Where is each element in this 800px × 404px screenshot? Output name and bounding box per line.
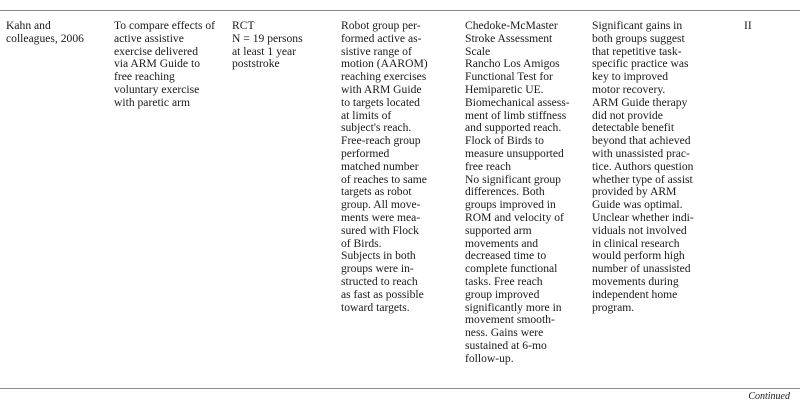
conclusions-line: Unclear whether indi-	[592, 210, 694, 224]
conclusions-line: did not provide	[592, 108, 663, 122]
outcomes-cell	[465, 20, 589, 366]
outcomes-line: movements and	[465, 236, 539, 250]
outcomes-line: Flock of Birds to	[465, 134, 544, 148]
design-cell	[232, 20, 328, 71]
intervention-line: performed	[341, 146, 390, 160]
intervention-line: of reaches to same	[341, 172, 427, 186]
conclusions-line: key to improved	[592, 70, 668, 84]
conclusions-cell	[592, 20, 718, 314]
intervention-paragraph	[341, 20, 461, 135]
purpose-line: To compare effects of	[114, 19, 216, 32]
intervention-line: formed active as-	[341, 31, 422, 45]
intervention-paragraph	[341, 250, 461, 314]
purpose-line: active assistive	[114, 31, 184, 45]
outcomes-line: Rancho Los Amigos	[465, 57, 560, 71]
outcomes-line: and supported reach.	[465, 121, 562, 135]
outcomes-line: free reach	[465, 159, 512, 173]
design-line: poststroke	[232, 57, 280, 71]
conclusions-line: tice. Authors question	[592, 159, 694, 173]
continued-note: Continued	[748, 391, 790, 402]
intervention-line: with ARM Guide	[341, 82, 422, 96]
intervention-line: of Birds.	[341, 236, 382, 250]
purpose-line: with paretic arm	[114, 95, 190, 109]
outcomes-line: Hemiparetic UE.	[465, 82, 544, 96]
intervention-line: at limits of	[341, 108, 392, 122]
evidence-level-cell	[744, 20, 784, 33]
design-line: RCT	[232, 19, 255, 32]
conclusions-paragraph	[592, 212, 718, 314]
study-line: Kahn and	[6, 19, 51, 32]
outcomes-paragraph	[465, 20, 589, 58]
outcomes-line: sustained at 6-mo	[465, 338, 547, 352]
outcomes-line: Chedoke-McMaster	[465, 19, 558, 32]
outcomes-paragraph	[465, 97, 589, 174]
outcomes-line: Stroke Assessment	[465, 31, 553, 45]
outcomes-line: groups improved in	[465, 198, 556, 212]
outcomes-line: tasks. Free reach	[465, 274, 543, 288]
design-line: at least 1 year	[232, 44, 297, 58]
intervention-line: as fast as possible	[341, 287, 424, 301]
intervention-line: group. All move-	[341, 198, 421, 212]
outcomes-line: movement smooth-	[465, 313, 555, 327]
outcomes-line: ness. Gains were	[465, 326, 544, 340]
outcomes-paragraph	[465, 58, 589, 96]
outcomes-line: supported arm	[465, 223, 532, 237]
intervention-line: Subjects in both	[341, 249, 416, 263]
outcomes-line: complete functional	[465, 262, 558, 276]
intervention-line: reaching exercises	[341, 70, 427, 84]
purpose-cell	[114, 20, 228, 110]
intervention-line: Free-reach group	[341, 134, 421, 148]
conclusions-line: viduals not involved	[592, 223, 687, 237]
intervention-line: motion (AAROM)	[341, 57, 428, 71]
intervention-line: structed to reach	[341, 274, 418, 288]
bottom-rule	[0, 388, 800, 389]
intervention-line: Robot group per-	[341, 19, 421, 32]
conclusions-line: provided by ARM	[592, 185, 677, 199]
conclusions-line: with unassisted prac-	[592, 146, 690, 160]
conclusions-line: would perform high	[592, 249, 685, 263]
conclusions-line: Guide was optimal.	[592, 198, 683, 212]
outcomes-line: measure unsupported	[465, 146, 564, 160]
purpose-line: via ARM Guide to	[114, 57, 200, 71]
study-line: colleagues, 2006	[6, 31, 84, 45]
evidence-level: II	[744, 19, 752, 32]
intervention-line: targets as robot	[341, 185, 412, 199]
intervention-line: groups were in-	[341, 262, 414, 276]
intervention-line: sistive range of	[341, 44, 412, 58]
outcomes-line: decreased time to	[465, 249, 547, 263]
intervention-line: matched number	[341, 159, 419, 173]
conclusions-line: specific practice was	[592, 57, 689, 71]
outcomes-line: Functional Test for	[465, 70, 553, 84]
study-cell	[6, 20, 110, 46]
top-rule	[0, 10, 800, 11]
conclusions-line: Significant gains in	[592, 19, 683, 32]
purpose-line: free reaching	[114, 70, 175, 84]
conclusions-line: motor recovery.	[592, 82, 666, 96]
intervention-cell	[341, 20, 461, 314]
conclusions-line: movements during	[592, 274, 679, 288]
outcomes-line: follow-up.	[465, 351, 514, 365]
conclusions-paragraph	[592, 20, 718, 97]
conclusions-line: that repetitive task-	[592, 44, 682, 58]
conclusions-line: number of unassisted	[592, 262, 691, 276]
outcomes-line: group improved	[465, 287, 540, 301]
conclusions-line: both groups suggest	[592, 31, 685, 45]
conclusions-line: in clinical research	[592, 236, 680, 250]
outcomes-line: ment of limb stiffness	[465, 108, 567, 122]
outcomes-line: differences. Both	[465, 185, 545, 199]
purpose-line: exercise delivered	[114, 44, 199, 58]
conclusions-line: detectable benefit	[592, 121, 675, 135]
outcomes-line: No significant group	[465, 172, 561, 186]
conclusions-line: beyond that achieved	[592, 134, 691, 148]
conclusions-line: whether type of assist	[592, 172, 693, 186]
outcomes-line: Scale	[465, 44, 491, 58]
intervention-line: ments were mea-	[341, 210, 421, 224]
intervention-line: sured with Flock	[341, 223, 419, 237]
intervention-line: toward targets.	[341, 300, 410, 314]
design-line: N = 19 persons	[232, 31, 303, 45]
outcomes-line: ROM and velocity of	[465, 210, 564, 224]
conclusions-line: independent home	[592, 287, 678, 301]
conclusions-line: program.	[592, 300, 635, 314]
purpose-line: voluntary exercise	[114, 82, 200, 96]
outcomes-paragraph	[465, 174, 589, 366]
intervention-line: subject's reach.	[341, 121, 412, 135]
outcomes-line: Biomechanical assess-	[465, 95, 570, 109]
intervention-line: to targets located	[341, 95, 420, 109]
conclusions-paragraph	[592, 97, 718, 212]
outcomes-line: significantly more in	[465, 300, 562, 314]
conclusions-line: ARM Guide therapy	[592, 95, 688, 109]
intervention-paragraph	[341, 135, 461, 250]
